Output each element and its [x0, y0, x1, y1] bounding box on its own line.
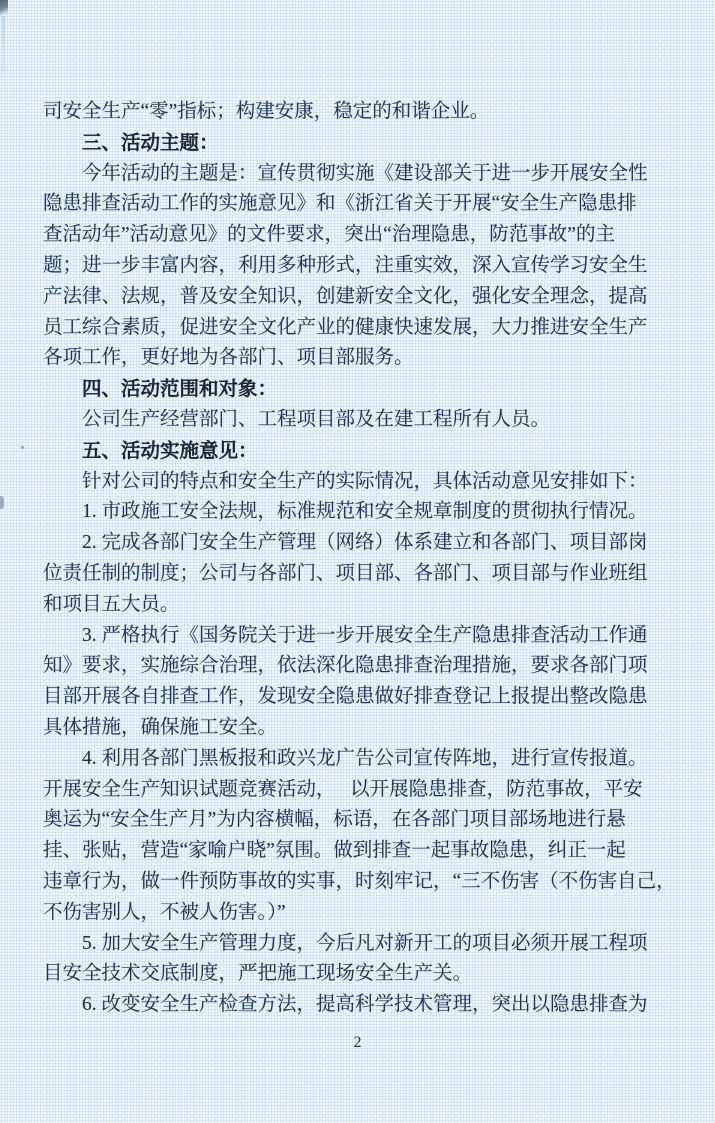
text-line: 不伤害别人，不被人伤害。）” — [43, 901, 286, 923]
text-line: 公司生产经营部门、工程项目部及在建工程所有人员。 — [82, 408, 551, 430]
text-line: 知》要求，实施综合治理，依法深化隐患排查治理措施，要求各部门项 — [43, 655, 648, 677]
text-line: 司安全生产“零”指标；构建安康，稳定的和谐企业。 — [43, 101, 490, 122]
page-number: 2 — [353, 1034, 362, 1051]
text-line: 奥运为“安全生产月”为内容横幅，标语，在各部门项目部场地进行悬 — [43, 809, 626, 831]
text-line: 1. 市政施工安全法规，标准规范和安全规章制度的贯彻执行情况。 — [82, 501, 648, 523]
section-heading: 三、活动主题： — [82, 131, 219, 154]
scan-edge-streak-artifact — [2, 16, 5, 86]
text-line: 目安全技术交底制度，严把施工现场安全生产关。 — [43, 963, 473, 985]
section-heading: 四、活动范围和对象： — [82, 378, 278, 401]
scan-speck-artifact — [0, 496, 4, 509]
text-line: 和项目五大员。 — [43, 593, 180, 615]
text-line: 具体措施，确保施工安全。 — [43, 716, 278, 738]
text-line: 6. 改变安全生产检查方法，提高科学技术管理，突出以隐患排查为 — [82, 994, 648, 1016]
text-line: 挂、张贴，营造“家喻户晓”氛围。做到排查一起事故隐患，纠正一起 — [43, 840, 626, 862]
scan-speck-artifact — [21, 446, 24, 449]
text-line: 4. 利用各部门黑板报和政兴龙广告公司宣传阵地，进行宣传报道。 — [82, 747, 648, 769]
text-line: 员工综合素质，促进安全文化产业的健康快速发展，大力推进安全生产 — [43, 316, 648, 338]
text-line: 针对公司的特点和安全生产的实际情况，具体活动意见安排如下： — [82, 470, 648, 492]
text-line: 今年活动的主题是：宣传贯彻实施《建设部关于进一步开展安全性 — [82, 162, 648, 184]
text-line: 各项工作，更好地为各部门、项目部服务。 — [43, 347, 414, 369]
document-text — [43, 97, 683, 1021]
text-line: 题；进一步丰富内容，利用多种形式，注重实效，深入宣传学习安全生 — [43, 254, 648, 276]
text-line: 隐患排查活动工作的实施意见》和《浙江省关于开展“安全生产隐患排 — [43, 193, 637, 215]
text-line: 产法律、法规，普及安全知识，创建新安全文化，强化安全理念，提高 — [43, 285, 648, 307]
text-line: 查活动年”活动意见》的文件要求，突出“治理隐患，防范事故”的主 — [43, 224, 615, 246]
text-line: 位责任制的制度；公司与各部门、项目部、各部门、项目部与作业班组 — [43, 562, 648, 584]
section-heading: 五、活动实施意见： — [82, 439, 258, 462]
text-line: 2. 完成各部门安全生产管理（网络）体系建立和各部门、项目部岗 — [82, 532, 648, 554]
text-line: 开展安全生产知识试题竞赛活动， 以开展隐患排查，防范事故，平安 — [43, 778, 643, 800]
text-line: 3. 严格执行《国务院关于进一步开展安全生产隐患排查活动工作通 — [82, 624, 648, 646]
text-line: 5. 加大安全生产管理力度，今后凡对新开工的项目必须开展工程项 — [82, 932, 648, 954]
text-line: 违章行为，做一件预防事故的实事，时刻牢记，“三不伤害（不伤害自己， — [43, 870, 676, 892]
text-line: 目部开展各自排查工作，发现安全隐患做好排查登记上报提出整改隐患 — [43, 686, 648, 708]
